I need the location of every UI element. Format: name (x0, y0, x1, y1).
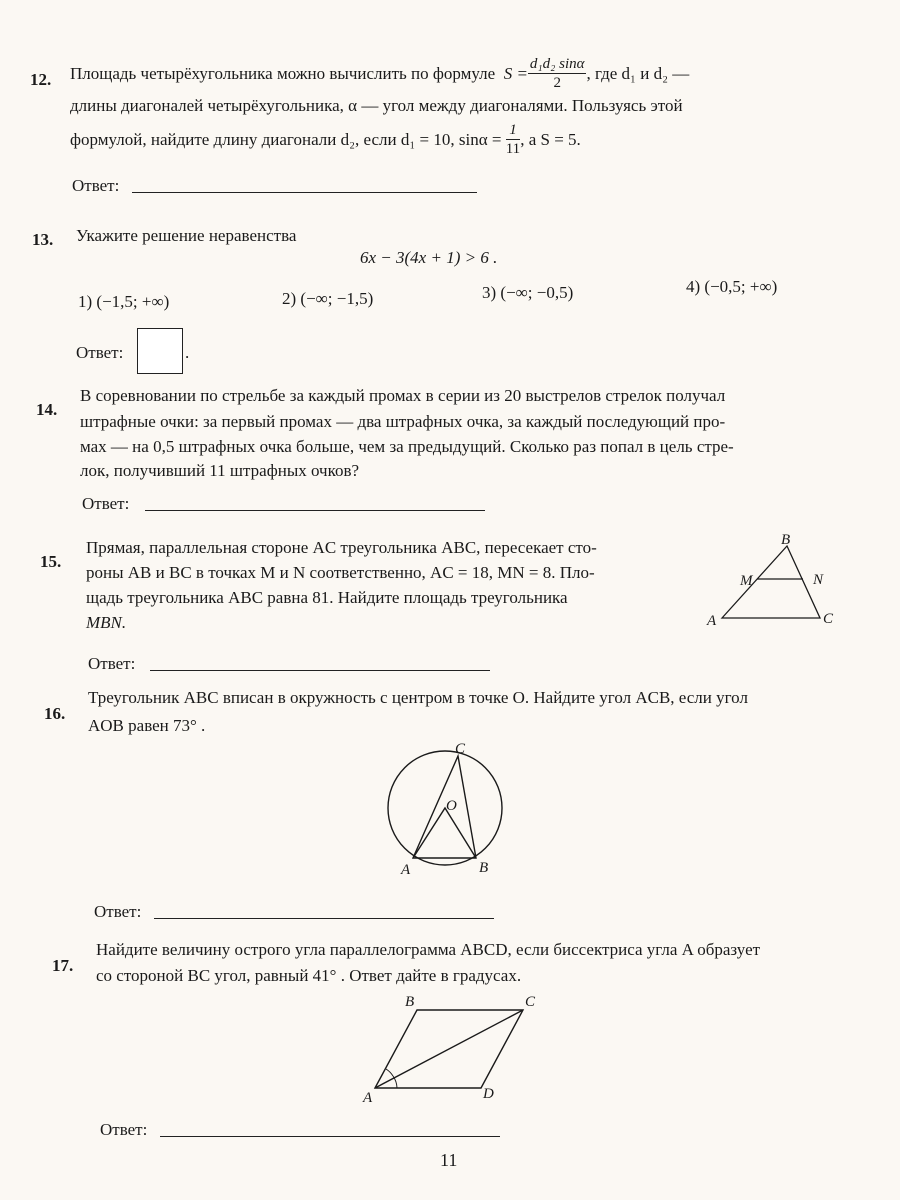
answer-line[interactable] (154, 918, 494, 919)
task-number: 12. (30, 70, 52, 89)
answer-line[interactable] (145, 510, 485, 511)
circle-figure (375, 738, 515, 878)
option-1[interactable]: 1) (−1,5; +∞) (78, 292, 170, 311)
label-c: C (823, 611, 834, 627)
label-b: B (479, 860, 489, 876)
answer-label: Ответ: (94, 902, 142, 921)
task-text-line (70, 54, 689, 94)
answer-label: Ответ: (82, 494, 130, 513)
task-text-line: мах — на 0,5 штрафных очка больше, чем за предыдущий. Сколько раз попал в цель стре- (80, 437, 734, 456)
answer-label: Ответ: (100, 1120, 148, 1139)
angle-arc (386, 1069, 393, 1076)
label-c: C (455, 741, 466, 757)
answer-line[interactable] (150, 670, 490, 671)
task-text-line: штрафные очки: за первый промах — два штрафных очка, за каждый последующий про- (80, 412, 726, 431)
task-text-line: роны AB и BC в точках M и N соответственно, AC = 18, MN = 8. Пло- (86, 563, 595, 582)
task-number: 13. (32, 230, 54, 249)
answer-dot: . (185, 343, 190, 362)
answer-box[interactable] (137, 328, 183, 374)
fraction-numerator: 1 (506, 123, 520, 140)
task-number: 16. (44, 704, 66, 723)
answer-label: Ответ: (88, 654, 136, 673)
label-n: N (813, 572, 824, 588)
task-text-line: со стороной BC угол, равный 41° . Ответ дайте в градусах. (96, 966, 522, 985)
option-3[interactable]: 3) (−∞; −0,5) (482, 283, 574, 302)
label-c: C (525, 994, 536, 1010)
task-text: формулой, найдите длину диагонали d₂, если d₁ = 10, sinα = (70, 130, 502, 149)
task-text-line: длины диагоналей четырёхугольника, α — угол между диагоналями. Пользуясь этой (70, 96, 683, 115)
fraction-denominator: 2 (553, 75, 561, 91)
answer-label: Ответ: (76, 343, 124, 362)
fraction-numerator: d₁d₂ sinα (529, 56, 585, 72)
fraction-denominator: 11 (505, 141, 521, 157)
task-text: , а S = 5. (520, 130, 581, 149)
option-4[interactable]: 4) (−0,5; +∞) (686, 277, 778, 296)
task-text-line: MBN. (86, 613, 127, 632)
triangle-figure (700, 530, 845, 635)
task-number: 14. (36, 400, 58, 419)
parallelogram-figure (355, 992, 545, 1107)
formula-lhs: S = (503, 64, 528, 83)
option-2[interactable]: 2) (−∞; −1,5) (282, 289, 374, 308)
task-text: , где d₁ и d₂ — (586, 64, 690, 83)
label-o: O (446, 798, 457, 814)
page-number: 11 (440, 1150, 458, 1170)
task-text-line: Найдите величину острого угла параллелограмма ABCD, если биссектриса угла A образует (96, 940, 761, 959)
label-b: B (405, 994, 415, 1010)
angle-bisector (375, 1010, 523, 1088)
triangle-abc (722, 546, 820, 618)
label-a: A (401, 862, 411, 878)
task-text-line (70, 118, 581, 162)
task-number: 15. (40, 552, 62, 571)
answer-line[interactable] (132, 192, 477, 193)
answer-line[interactable] (160, 1136, 500, 1137)
sin-fraction (506, 123, 520, 157)
task-text-line: В соревновании по стрельбе за каждый промах в серии из 20 выстрелов стрелок получал (80, 386, 726, 405)
label-a: A (363, 1090, 373, 1106)
label-m: M (740, 573, 753, 589)
task-text-line: Треугольник ABC вписан в окружность с центром в точке O. Найдите угол ACB, если угол (88, 688, 748, 707)
area-formula-fraction (528, 57, 587, 91)
task-text-line: щадь треугольника ABC равна 81. Найдите площадь треугольника (86, 588, 568, 607)
task-number: 17. (52, 956, 74, 975)
task-text-line: Прямая, параллельная стороне AC треугольника ABC, пересекает сто- (86, 538, 597, 557)
task-text-line: лок, получивший 11 штрафных очков? (80, 461, 360, 480)
task-text-line: AOB равен 73° . (88, 716, 206, 735)
task-text: Площадь четырёхугольника можно вычислить по формуле (70, 64, 496, 83)
answer-label: Ответ: (72, 176, 120, 195)
task-text: Укажите решение неравенства (76, 226, 297, 245)
label-a: A (707, 613, 717, 629)
inequality: 6x − 3(4x + 1) > 6 . (360, 248, 498, 267)
central-angle-aob (413, 808, 476, 858)
label-b: B (781, 532, 791, 548)
label-d: D (483, 1086, 494, 1102)
